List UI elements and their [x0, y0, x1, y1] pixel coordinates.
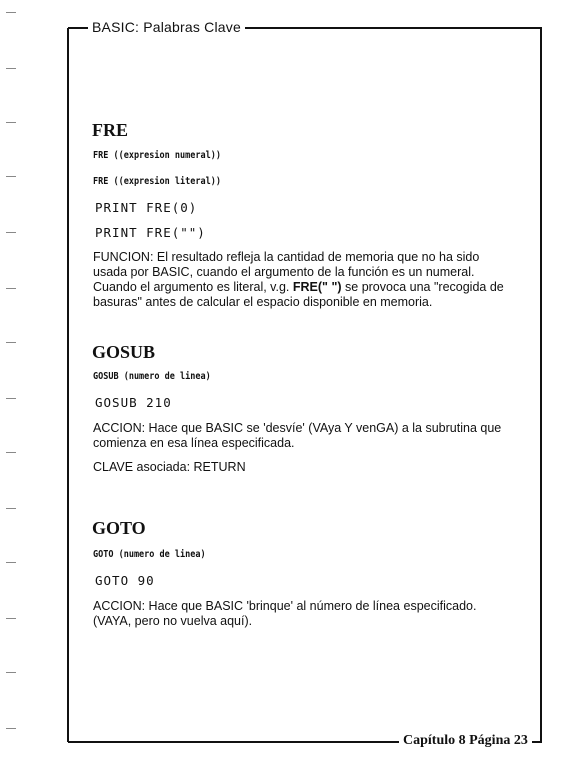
margin-tick: [6, 562, 16, 563]
fre-desc-text: FUNCION: El resultado refleja la cantidad de memoria que no ha sido usada por BASIC, cuando el argumento de la función es un numeral. Cuando el argumento es literal, v.g.: [93, 250, 480, 294]
gosub-syntax: GOSUB (numero de linea): [93, 371, 211, 383]
margin-tick: [6, 68, 16, 69]
gosub-heading: GOSUB: [92, 342, 156, 362]
gosub-description: ACCION: Hace que BASIC se 'desvíe' (VAya Y venGA) a la subrutina que comienza en esa línea especificada.: [93, 421, 502, 450]
fre-description: [93, 250, 513, 310]
fre-example-2: PRINT FRE(""): [95, 225, 206, 240]
margin-tick: [6, 398, 16, 399]
fre-heading: FRE: [92, 120, 128, 140]
margin-tick: [6, 728, 16, 729]
gosub-related-keyword: CLAVE asociada: RETURN: [93, 460, 246, 474]
goto-description: ACCION: Hace que BASIC 'brinque' al número de línea especificado. (VAYA, pero no vuelva aquí).: [93, 599, 477, 628]
margin-tick: [6, 342, 16, 343]
fre-desc-text-end: se provoca una "recogida de basuras" antes de calcular el espacio disponible en memoria.: [93, 280, 504, 309]
margin-tick: [6, 672, 16, 673]
margin-tick: [6, 122, 16, 123]
fre-syntax-numeral: FRE ((expresion numeral)): [93, 150, 221, 162]
footer-page-label: Capítulo 8 Página 23: [399, 733, 532, 749]
fre-syntax-literal: FRE ((expresion literal)): [93, 176, 221, 188]
margin-tick: [6, 176, 16, 177]
margin-tick: [6, 288, 16, 289]
header-title: BASIC: Palabras Clave: [88, 19, 245, 35]
margin-tick: [6, 232, 16, 233]
frame-left: [67, 28, 69, 742]
fre-example-1: PRINT FRE(0): [95, 200, 198, 215]
margin-tick: [6, 618, 16, 619]
margin-tick: [6, 508, 16, 509]
margin-tick: [6, 12, 16, 13]
goto-syntax: GOTO (numero de linea): [93, 549, 206, 561]
margin-tick: [6, 452, 16, 453]
gosub-example: GOSUB 210: [95, 395, 172, 410]
goto-heading: GOTO: [92, 518, 146, 538]
goto-example: GOTO 90: [95, 573, 155, 588]
frame-right: [540, 28, 542, 742]
fre-desc-bold: FRE(" "): [292, 280, 342, 294]
